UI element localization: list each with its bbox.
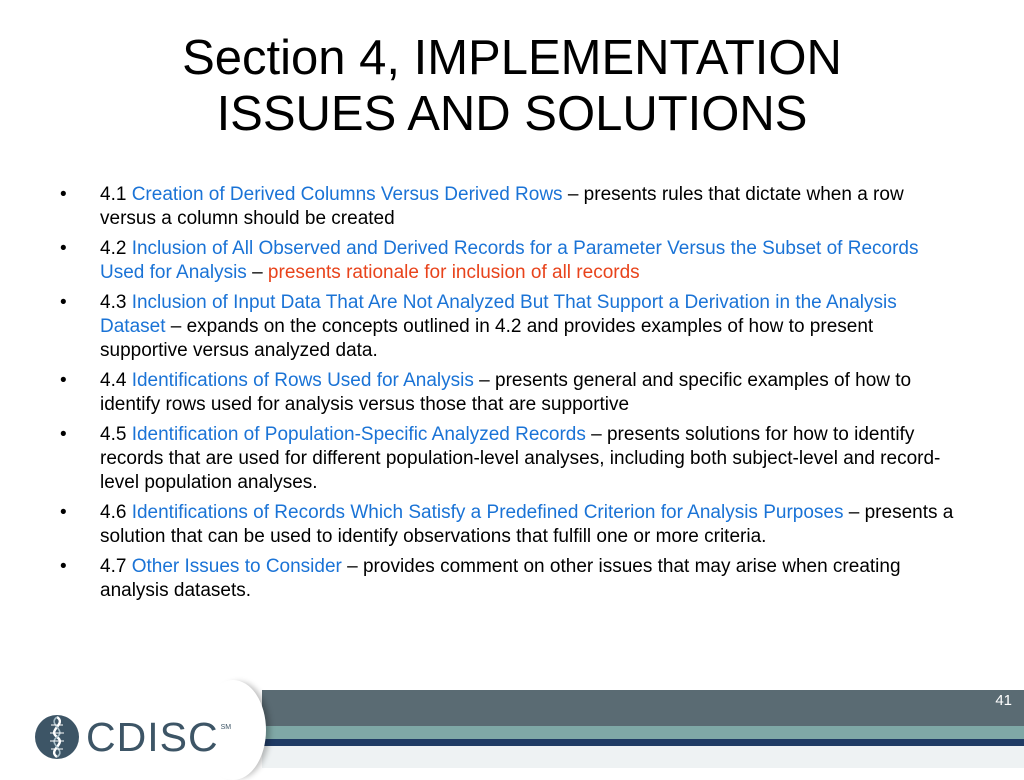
- bullet-glyph: •: [60, 424, 67, 445]
- slide-title: [40, 30, 984, 142]
- bullet-description: presents solutions for how to identify records that are used for different population-level analyses, including both subject-level and record-level population analyses.: [100, 424, 941, 493]
- logo-service-mark: SM: [220, 724, 232, 731]
- bullet-link[interactable]: Identification of Population-Specific Analyzed Records: [131, 424, 586, 445]
- bullet-link[interactable]: Inclusion of Input Data That Are Not Analyzed But That Support a Derivation in the Analysis Dataset: [100, 292, 897, 337]
- bullet-item-4-4: [56, 369, 960, 417]
- bullet-description: presents a solution that can be used to identify observations that fulfill one or more criteria.: [100, 502, 954, 547]
- bullet-connector: –: [562, 184, 584, 205]
- bullet-item-4-7: [56, 555, 960, 603]
- bullet-number: 4.4: [100, 370, 132, 391]
- bullet-link[interactable]: Creation of Derived Columns Versus Derived Rows: [131, 184, 563, 205]
- bullet-connector: –: [165, 316, 187, 337]
- bullet-connector: –: [843, 502, 865, 523]
- footer-stripe-light: [262, 746, 1024, 768]
- bullet-link[interactable]: Other Issues to Consider: [131, 556, 342, 577]
- bullet-glyph: •: [60, 370, 67, 391]
- bullet-item-4-2: [56, 237, 960, 285]
- bullet-link[interactable]: Identifications of Rows Used for Analysis: [131, 370, 474, 391]
- bullet-number: 4.7: [100, 556, 132, 577]
- bullet-connector: –: [341, 556, 363, 577]
- bullet-number: 4.2: [100, 238, 132, 259]
- bullet-glyph: •: [60, 292, 67, 313]
- bullet-link[interactable]: Inclusion of All Observed and Derived Records for a Parameter Versus the Subset of Records Used for Analysis: [100, 238, 919, 283]
- bullet-description-highlight: presents rationale for inclusion of all records: [267, 262, 640, 283]
- bullet-number: 4.6: [100, 502, 132, 523]
- bullet-item-4-6: [56, 501, 960, 549]
- bullet-link[interactable]: Identifications of Records Which Satisfy a Predefined Criterion for Analysis Purposes: [131, 502, 844, 523]
- logo-wordmark: CDISC: [86, 714, 219, 760]
- bullet-number: 4.5: [100, 424, 132, 445]
- bullet-item-4-3: [56, 291, 960, 363]
- bullet-description: presents general and specific examples of how to identify rows used for analysis versus those that are supportive: [100, 370, 912, 415]
- bullet-glyph: •: [60, 184, 67, 205]
- section-bullet-list: [56, 183, 960, 609]
- bullet-glyph: •: [60, 238, 67, 259]
- cdisc-helix-emblem-icon: [34, 714, 80, 760]
- bullet-number: 4.1: [100, 184, 132, 205]
- bullet-glyph: •: [60, 556, 67, 577]
- bullet-number: 4.3: [100, 292, 132, 313]
- footer-stripe-teal: [262, 726, 1024, 739]
- slide-title-line-2: ISSUES AND SOLUTIONS: [216, 87, 808, 141]
- cdisc-logo: [34, 712, 231, 762]
- bullet-description: presents rules that dictate when a row versus a column should be created: [100, 184, 904, 229]
- bullet-glyph: •: [60, 502, 67, 523]
- bullet-description: provides comment on other issues that may arise when creating analysis datasets.: [100, 556, 901, 601]
- bullet-item-4-5: [56, 423, 960, 495]
- bullet-item-4-1: [56, 183, 960, 231]
- bullet-description: expands on the concepts outlined in 4.2 and provides examples of how to present supportive versus analyzed data.: [100, 316, 874, 361]
- bullet-connector: –: [585, 424, 607, 445]
- footer-stripe-navy: [262, 739, 1024, 746]
- bullet-connector: –: [246, 262, 268, 283]
- slide-title-line-1: Section 4, IMPLEMENTATION: [182, 31, 842, 85]
- page-number: 41: [995, 692, 1012, 709]
- bullet-connector: –: [473, 370, 495, 391]
- slide-footer: [0, 690, 1024, 768]
